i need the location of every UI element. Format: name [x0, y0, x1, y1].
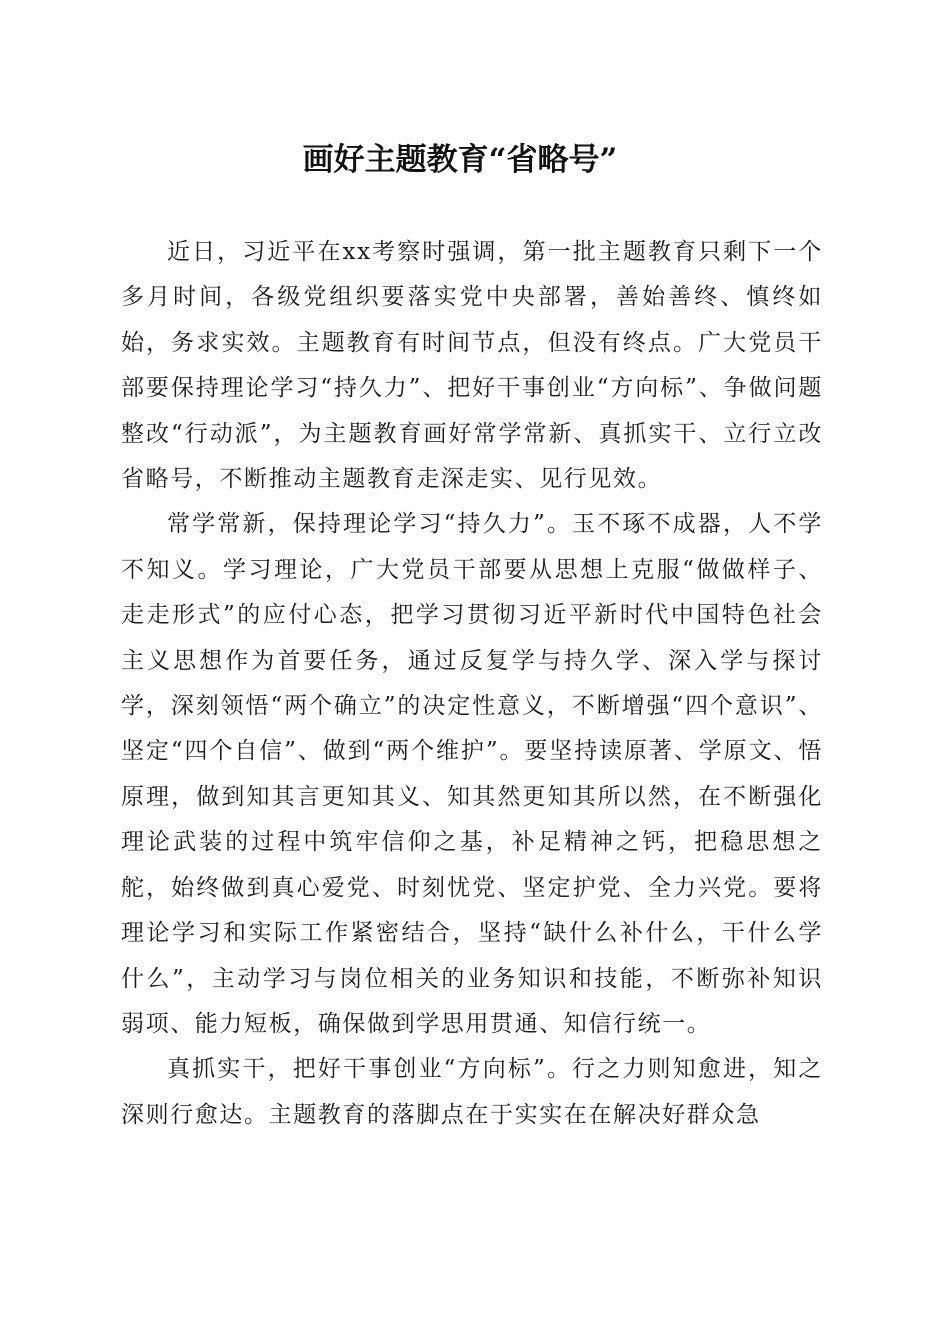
document-body [121, 230, 823, 1138]
paragraph: 真抓实干，把好干事创业“方向标”。行之力则知愈进，知之深则行愈达。主题教育的落脚点在于实实在在解决好群众急 [121, 1056, 823, 1128]
document-title: 画好主题教育“省略号” [302, 142, 618, 178]
paragraph: 常学常新，保持理论学习“持久力”。玉不琢不成器，人不学不知义。学习理论，广大党员干部要从思想上克服“做做样子、走走形式”的应付心态，把学习贯彻习近平新时代中国特色社会主义思想作为首要任务，通过反复学与持久学、深入学与探讨学，深刻领悟“两个确立”的决定性意义，不断增强“四个意识”、坚定“四个自信”、做到“两个维护”。要坚持读原著、学原文、悟原理，做到知其言更知其义、知其然更知其所以然，在不断强化理论武装的过程中筑牢信仰之基，补足精神之钙，把稳思想之舵，始终做到真心爱党、时刻忧党、坚定护党、全力兴党。要将理论学习和实际工作紧密结合，坚持“缺什么补什么，干什么学什么”，主动学习与岗位相关的业务知识和技能，不断弥补知识弱项、能力短板，确保做到学思用贯通、知信行统一。 [121, 511, 823, 1037]
paragraph: 近日，习近平在xx考察时强调，第一批主题教育只剩下一个多月时间，各级党组织要落实党中央部署，善始善终、慎终如始，务求实效。主题教育有时间节点，但没有终点。广大党员干部要保持理论学习“持久力”、把好干事创业“方向标”、争做问题整改“行动派”，为主题教育画好常学常新、真抓实干、立行立改省略号，不断推动主题教育走深走实、见行见效。 [121, 239, 823, 493]
